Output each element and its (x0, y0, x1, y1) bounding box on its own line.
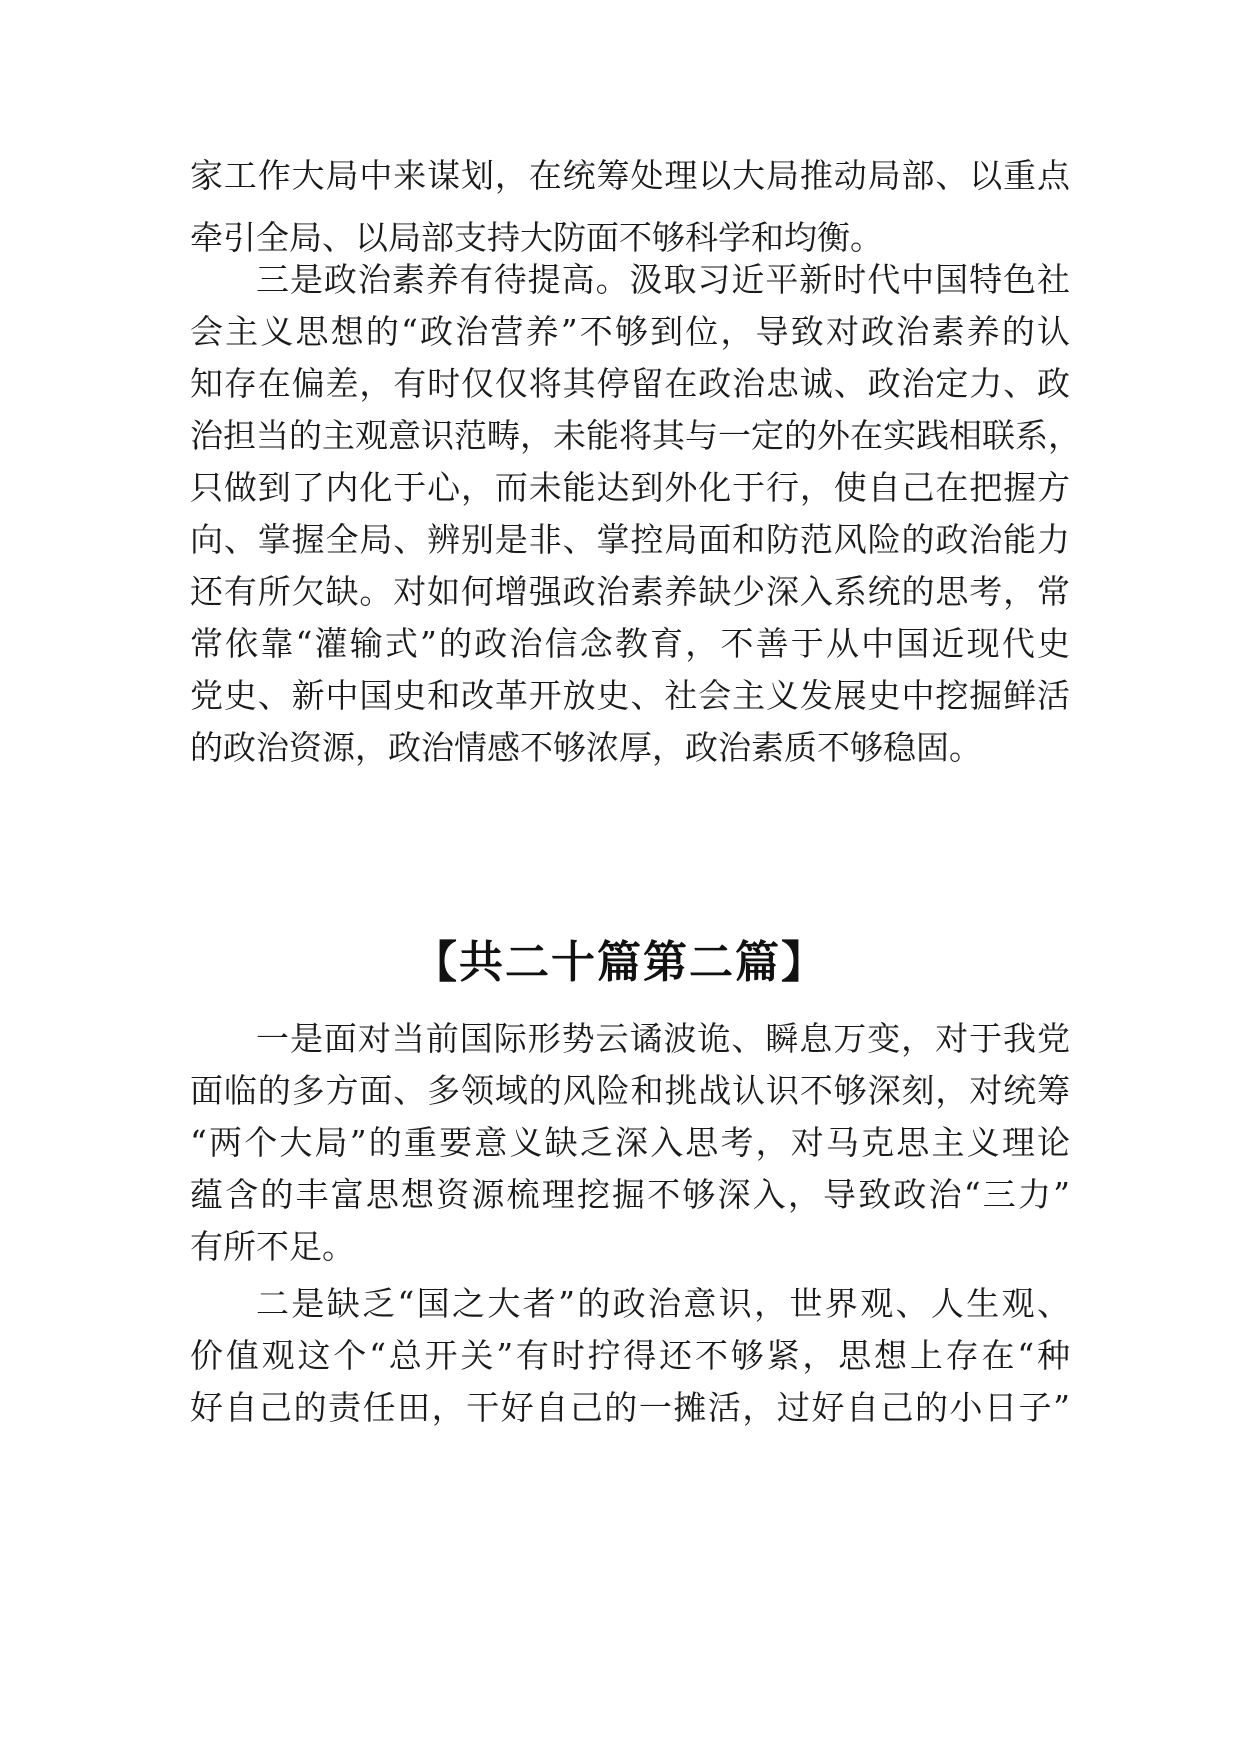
text-line: 党史、新中国史和改革开放史、社会主义发展史中挖掘鲜活 (190, 676, 1070, 715)
text-line: 的政治资源，政治情感不够浓厚，政治素质不够稳固。 (190, 728, 982, 767)
text-line: 还有所欠缺。对如何增强政治素养缺少深入系统的思考，常 (190, 572, 1070, 611)
text-line: 蕴含的丰富思想资源梳理挖掘不够深入，导致政治“三力” (190, 1175, 1070, 1214)
text-line: 家工作大局中来谋划，在统筹处理以大局推动局部、以重点 (190, 156, 1070, 195)
text-line: 三是政治素养有待提高。汲取习近平新时代中国特色社 (256, 260, 1070, 299)
text-line: 一是面对当前国际形势云谲波诡、瞬息万变，对于我党 (256, 1019, 1070, 1058)
section-heading: 【共二十篇第二篇】 (413, 937, 827, 988)
text-line: 二是缺乏“国之大者”的政治意识，世界观、人生观、 (256, 1284, 1070, 1323)
text-line: 好自己的责任田，干好自己的一摊活，过好自己的小日子” (190, 1388, 1070, 1427)
text-line: 牵引全局、以局部支持大防面不够科学和均衡。 (190, 218, 883, 257)
text-line: 知存在偏差，有时仅仅将其停留在政治忠诚、政治定力、政 (190, 364, 1070, 403)
text-line: 只做到了内化于心，而未能达到外化于行，使自己在把握方 (190, 468, 1070, 507)
text-line: 向、掌握全局、辨别是非、掌控局面和防范风险的政治能力 (190, 520, 1070, 559)
text-line: 面临的多方面、多领域的风险和挑战认识不够深刻，对统筹 (190, 1071, 1070, 1110)
text-line: 会主义思想的“政治营养”不够到位，导致对政治素养的认 (190, 312, 1070, 351)
text-line: 常依靠“灌输式”的政治信念教育，不善于从中国近现代史 (190, 624, 1070, 663)
text-line: 治担当的主观意识范畴，未能将其与一定的外在实践相联系， (190, 416, 1081, 455)
text-line: 价值观这个“总开关”有时拧得还不够紧，思想上存在“种 (190, 1336, 1070, 1375)
text-line: 有所不足。 (190, 1227, 355, 1266)
text-line: “两个大局”的重要意义缺乏深入思考，对马克思主义理论 (190, 1123, 1070, 1162)
